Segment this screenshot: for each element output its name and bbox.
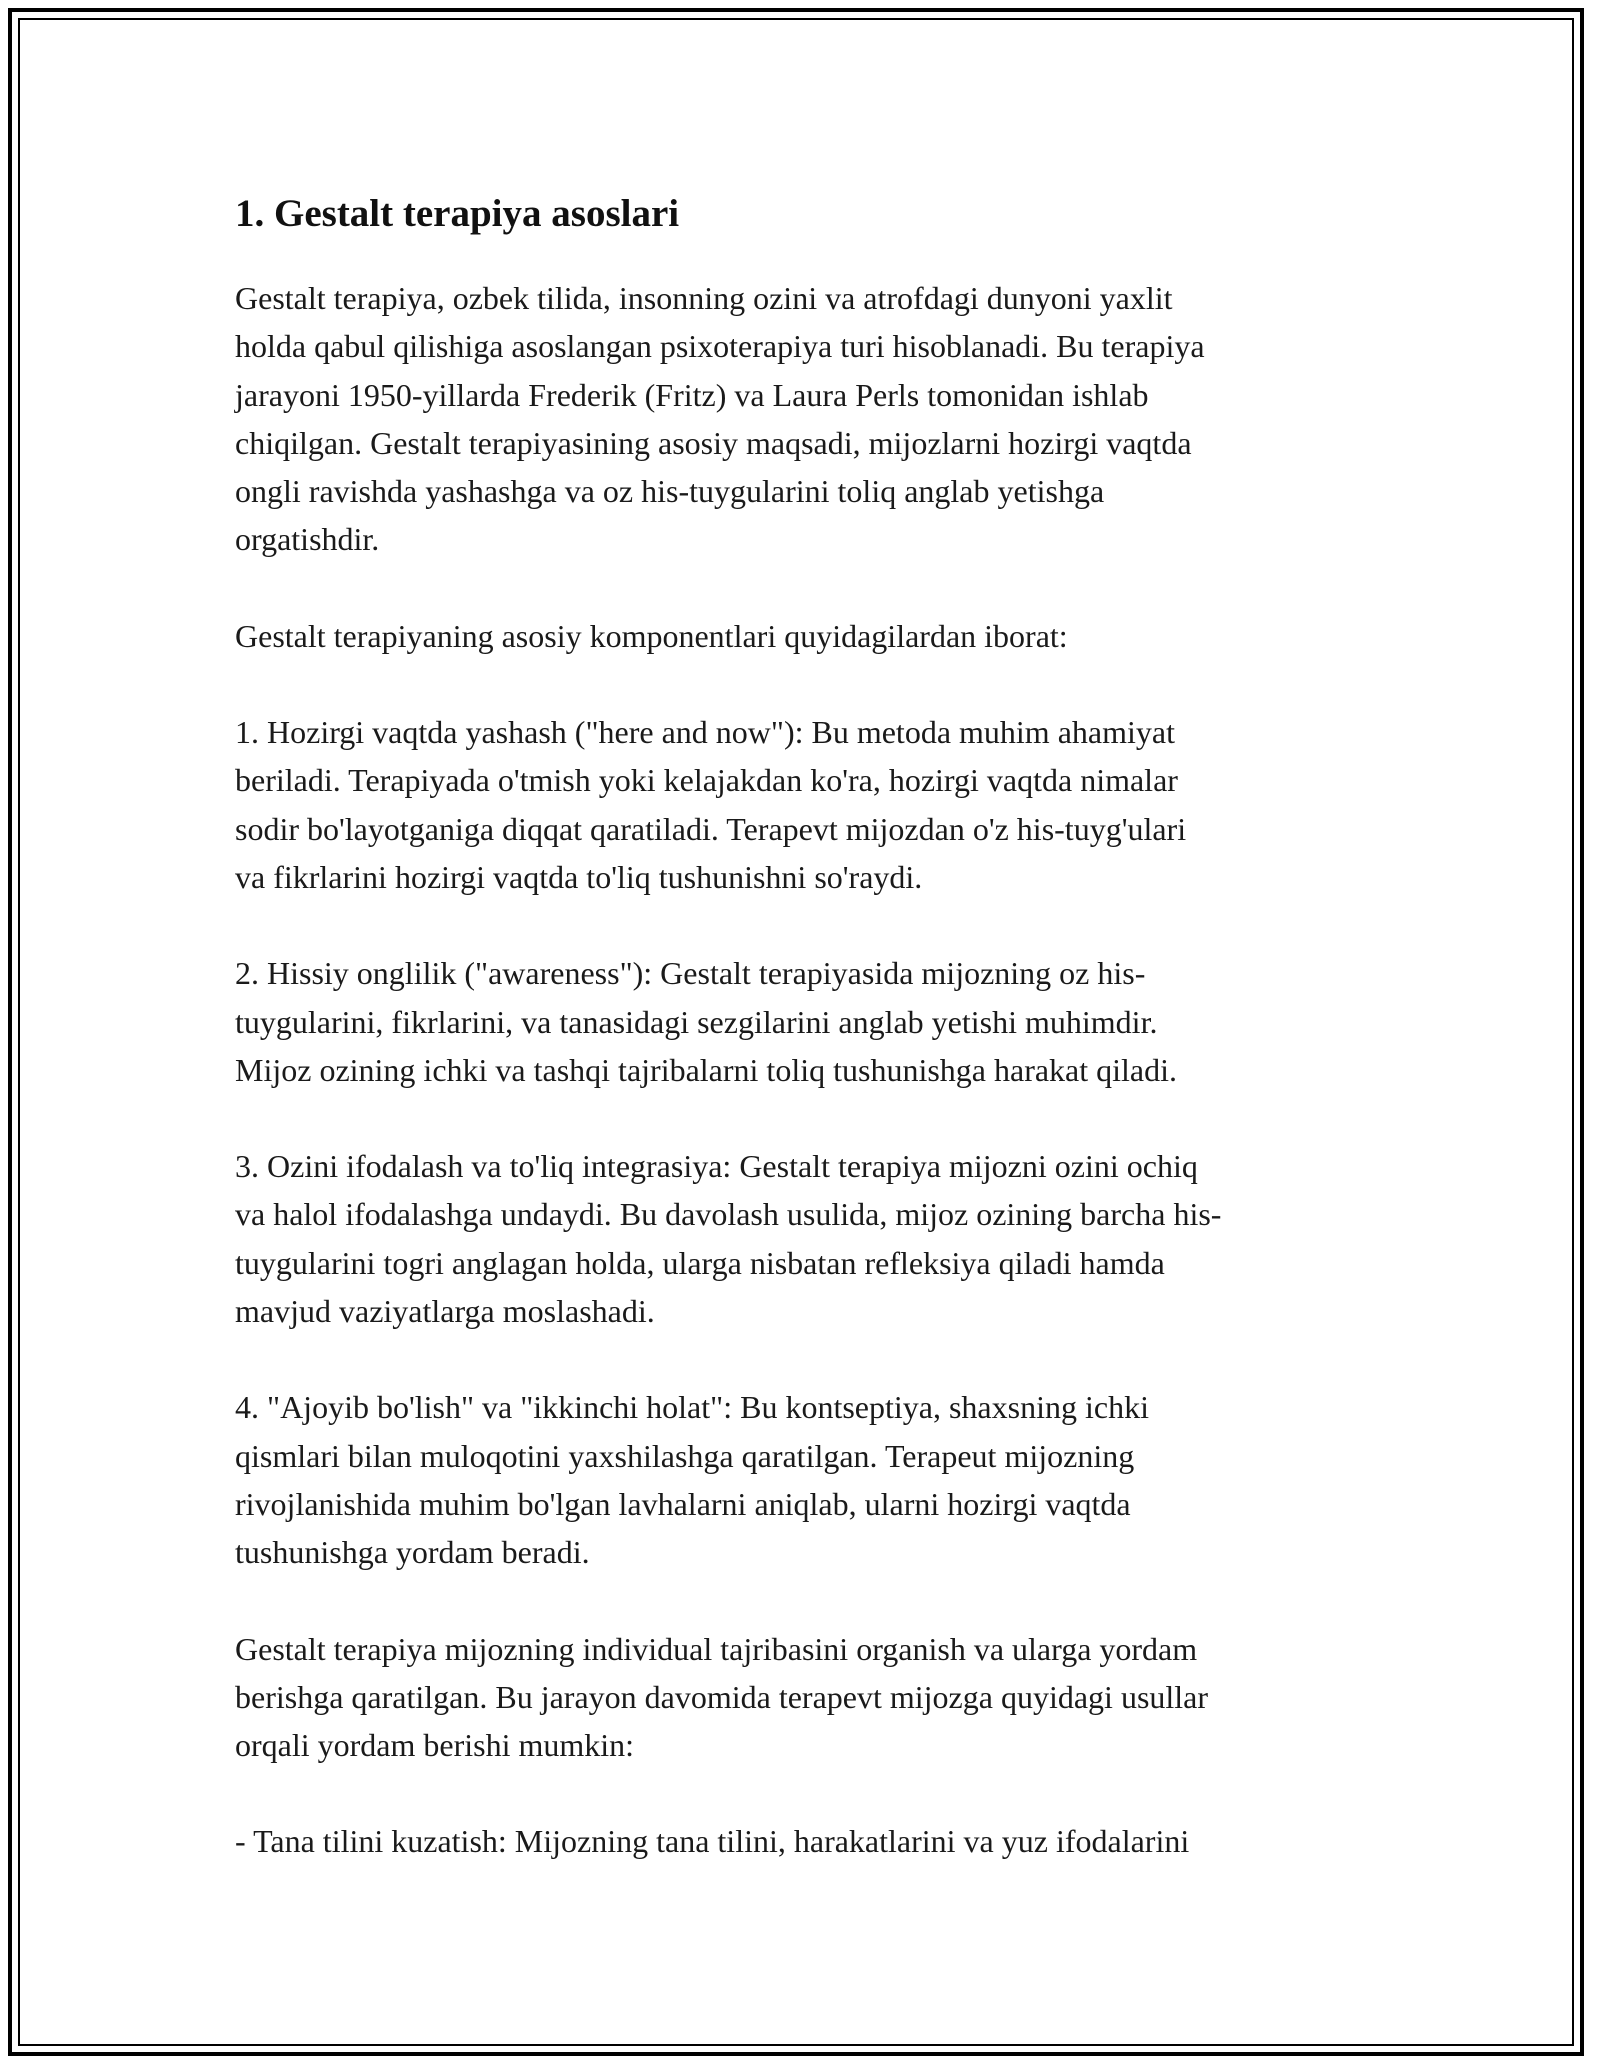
paragraph-method-body-language: - Tana tilini kuzatish: Mijozning tana tilini, harakatlarini va yuz ifodalarini [235,1823,1190,1860]
paragraph-methods-lead: Gestalt terapiya mijozning individual tajribasini organish va ularga yordam berishga qaratilgan. Bu jarayon davomida terapevt mijozga quyidagi usullar orqali yordam berishi mumkin: [235,1630,1209,1764]
document-body [235,190,1365,1914]
paragraph-intro: Gestalt terapiya, ozbek tilida, insonning ozini va atrofdagi dunyoni yaxlit holda qabul qilishiga asoslangan psixoterapiya turi hisoblanadi. Bu terapiya jarayoni 1950-yillarda Frederik (Fritz) va Laura Perls tomonidan ishlab chiqilgan. Gestalt terapiyasining asosiy maqsadi, mijozlarni hozirgi vaqtda ongli ravishda yashashga va oz his-tuygularini toliq anglab yetishga orgatishdir. [235,280,1205,558]
paragraph-item-4: 4. "Ajoyib bo'lish" va "ikkinchi holat": Bu kontseptiya, shaxsning ichki qismlari bilan muloqotini yaxshilashga qaratilgan. Terapeut mijozning rivojlanishida muhim bo'lgan lavhalarni aniqlab, ularni hozirgi vaqtda tushunishga yordam beradi. [235,1389,1149,1571]
paragraph-item-3: 3. Ozini ifodalash va to'liq integrasiya: Gestalt terapiya mijozni ozini ochiq va halol ifodalashga undaydi. Bu davolash usulida, mijoz ozining barcha his- tuygularini togri anglagan holda, ularga nisbatan refleksiya qiladi hamda mavjud vaziyatlarga moslashadi. [235,1148,1222,1330]
document-title: 1. Gestalt terapiya asoslari [235,192,680,235]
paragraph-item-2: 2. Hissiy onglilik ("awareness"): Gestalt terapiyasida mijozning oz his- tuygularini, fikrlarini, va tanasidagi sezgilarini anglab yetishi muhimdir. Mijoz ozining ichki va tashqi tajribalarni toliq tushunishga harakat qiladi. [235,955,1178,1088]
paragraph-item-1: 1. Hozirgi vaqtda yashash ("here and now"): Bu metoda muhim ahamiyat beriladi. Terapiyada o'tmish yoki kelajakdan ko'ra, hozirgi vaqtda nimalar sodir bo'layotganiga diqqat qaratiladi. Terapevt mijozdan o'z his-tuyg'ulari va fikrlarini hozirgi vaqtda to'liq tushunishni so'raydi. [235,714,1187,895]
paragraph-components-lead: Gestalt terapiyaning asosiy komponentlari quyidagilardan iborat: [235,617,1068,654]
